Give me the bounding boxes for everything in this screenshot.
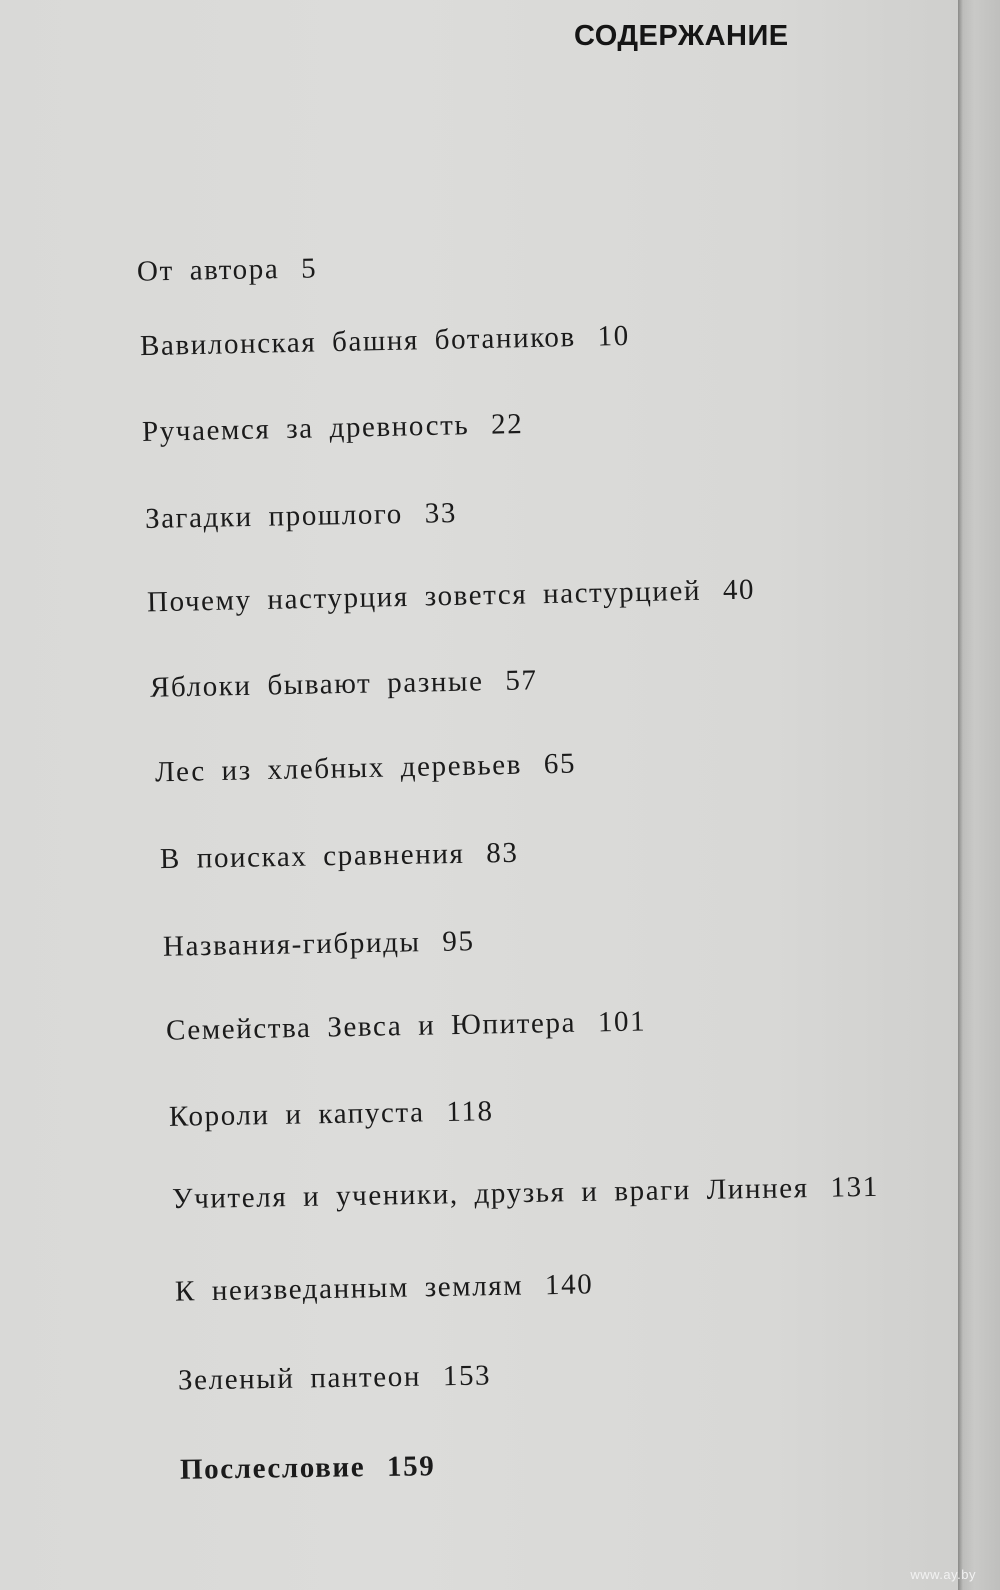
toc-entry <box>178 1360 492 1398</box>
toc-entry-title: Зеленый пантеон <box>177 1360 422 1397</box>
toc-entry-title: В поисках сравнения <box>159 837 465 876</box>
toc-entry-title: Короли и капуста <box>168 1096 425 1133</box>
toc-entry-page: 10 <box>597 319 631 353</box>
toc-entry <box>172 1171 879 1216</box>
toc-entry <box>145 497 458 536</box>
toc-entry-title: Вавилонская башня ботаников <box>139 321 577 363</box>
toc-entry <box>155 748 577 790</box>
toc-entry <box>150 664 538 704</box>
page-edge <box>958 0 1000 1590</box>
toc-entry-page: 153 <box>442 1359 492 1393</box>
toc-entry-title: Послесловие <box>179 1451 366 1486</box>
toc-entry <box>137 252 318 288</box>
toc-entry <box>166 1005 647 1047</box>
toc-entry-page: 159 <box>386 1450 436 1483</box>
toc-entry <box>140 320 630 363</box>
toc-entry-title: К неизведанным землям <box>174 1269 524 1308</box>
toc-entry <box>163 925 475 963</box>
toc-entry-page: 40 <box>722 573 756 607</box>
toc-entry-page: 118 <box>446 1095 494 1128</box>
toc-entry-title: Почему настурция зовется настурцией <box>146 574 702 619</box>
toc-entry-page: 95 <box>442 925 475 958</box>
toc-entry-title: Лес из хлебных деревьев <box>154 748 523 789</box>
toc-heading: СОДЕРЖАНИЕ <box>574 20 789 52</box>
toc-entry-title: Семейства Зевса и Юпитера <box>165 1006 577 1047</box>
toc-entry-title: Загадки прошлого <box>144 498 404 535</box>
toc-entry-page: 65 <box>543 747 577 781</box>
toc-entry-page: 5 <box>300 252 318 285</box>
toc-entry-title: От автора <box>136 253 280 288</box>
toc-entry <box>147 574 756 620</box>
toc-entry <box>142 408 524 449</box>
toc-entry <box>169 1095 494 1134</box>
toc-entry-title: Яблоки бывают разные <box>149 665 484 704</box>
toc-entry-page: 101 <box>597 1005 647 1039</box>
toc-entry-page: 83 <box>485 836 519 870</box>
watermark: www.ay.by <box>910 1567 976 1582</box>
toc-entry-title: Учителя и ученики, друзья и враги Линнея <box>171 1172 809 1216</box>
toc-entry-page: 140 <box>544 1268 594 1302</box>
toc-entry-title: Названия-гибриды <box>162 926 421 963</box>
toc-entry <box>160 837 519 876</box>
toc-entry <box>180 1450 436 1487</box>
toc-entry-page: 22 <box>490 408 524 441</box>
toc-entry-page: 57 <box>505 664 538 697</box>
toc-entry-title: Ручаемся за древность <box>141 409 470 448</box>
toc-entry-page: 131 <box>830 1170 880 1204</box>
toc-entry <box>175 1268 594 1308</box>
toc-entry-page: 33 <box>424 497 458 530</box>
